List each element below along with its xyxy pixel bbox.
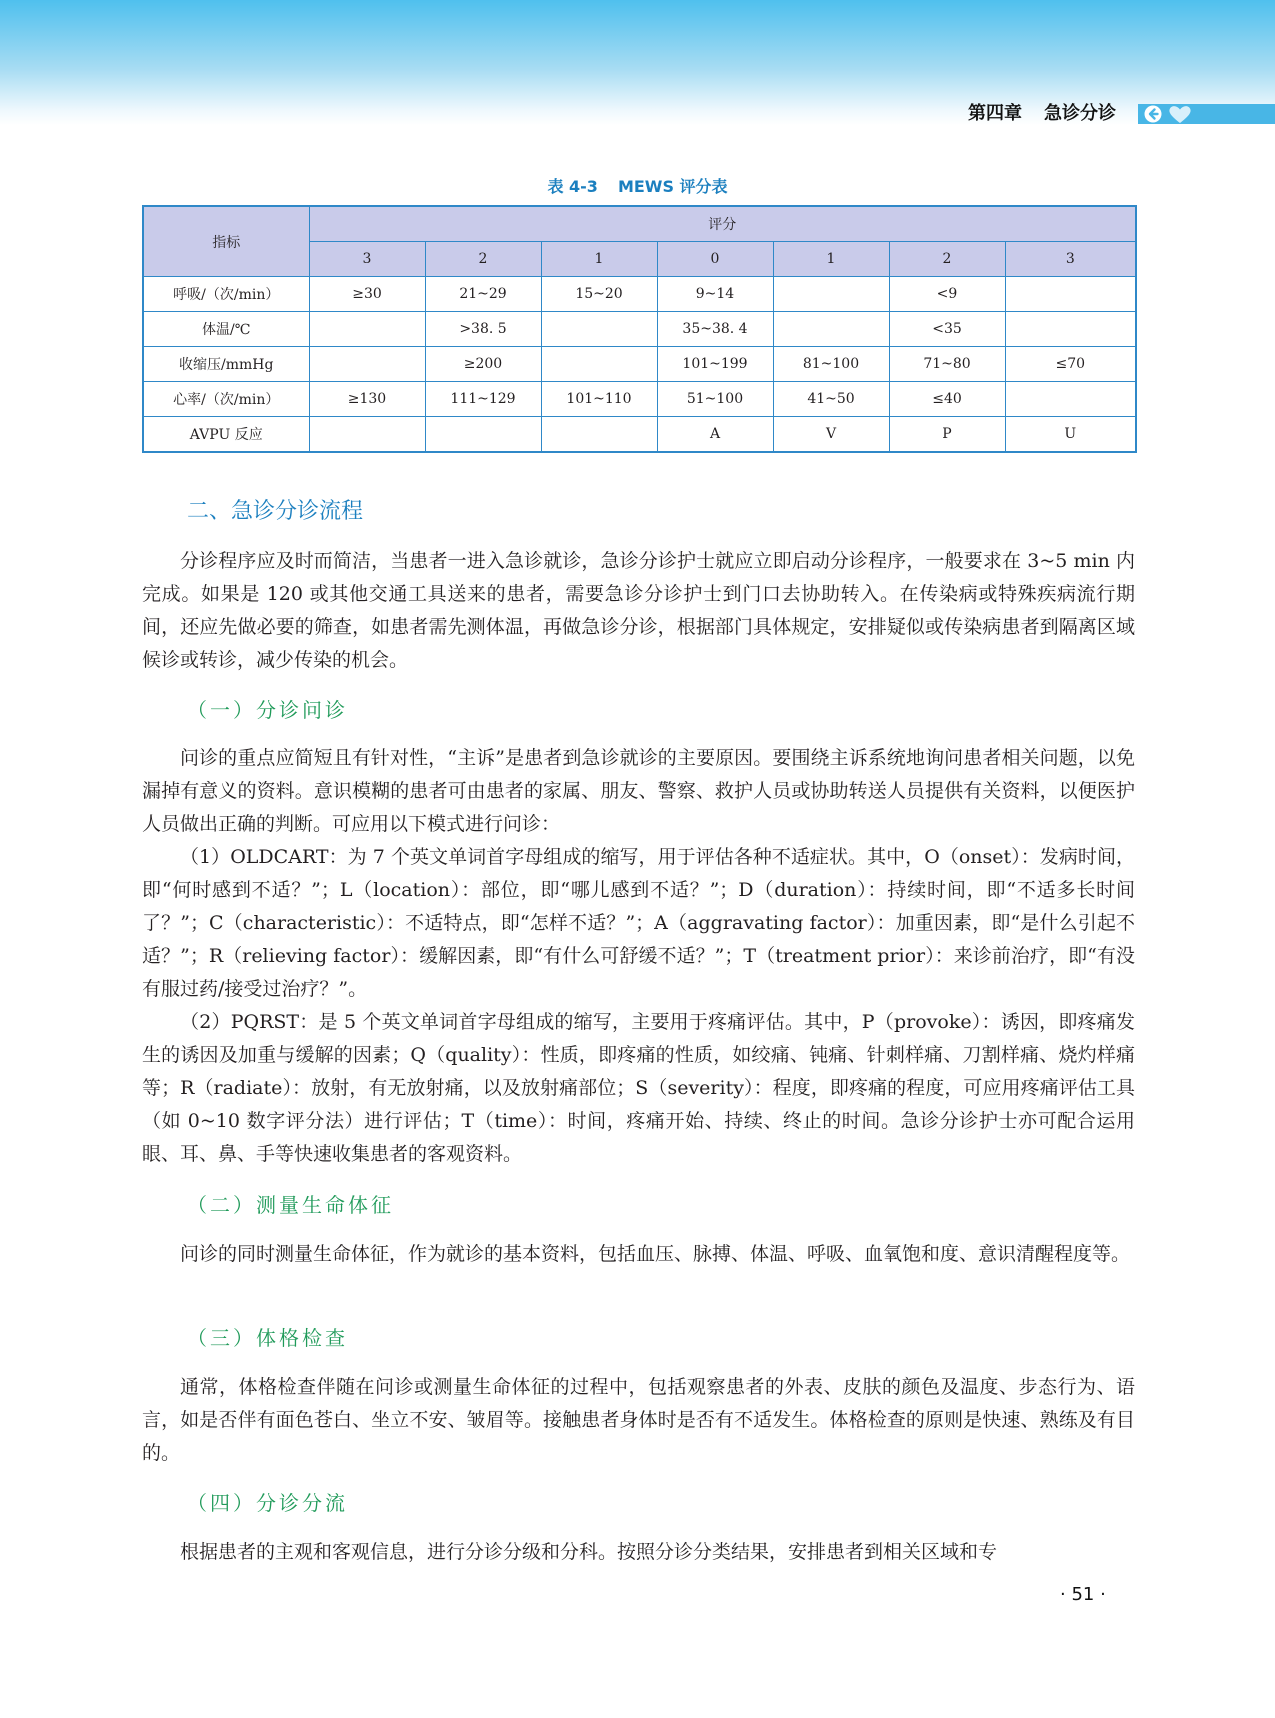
- table-cell: 101~110: [541, 382, 657, 417]
- table-caption: [0, 174, 1275, 197]
- table-cell: ≤40: [889, 382, 1005, 417]
- table-cell: A: [657, 417, 773, 453]
- inquiry-paragraph: 问诊的重点应简短且有针对性，“主诉”是患者到急诊就诊的主要原因。要围绕主诉系统地询问患者相关问题，以免漏掉有意义的资料。意识模糊的患者可由患者的家属、朋友、警察、救护人员或协助转送人员提供有关资料，以便医护人员做出正确的判断。可应用以下模式进行问诊：: [142, 747, 1135, 835]
- table-cell: ≤70: [1005, 347, 1136, 382]
- score-col-header: 3: [309, 242, 425, 277]
- table-cell: 35~38. 4: [657, 312, 773, 347]
- table-cell: [1005, 312, 1136, 347]
- table-cell: [309, 347, 425, 382]
- header-indicator: 指标: [143, 206, 309, 277]
- table-cell: 81~100: [773, 347, 889, 382]
- table-row: [143, 347, 1136, 382]
- intro-paragraph: 分诊程序应及时而简洁，当患者一进入急诊就诊，急诊分诊护士就应立即启动分诊程序，一般要求在 3~5 min 内完成。如果是 120 或其他交通工具送来的患者，需要急诊分诊护士到门口去协助转入。在传染病或特殊疾病流行期间，还应先做必要的筛查，如患者需先测体温，再做急诊分诊，根据部门具体规定，安排疑似或传染病患者到隔离区域候诊或转诊，减少传染的机会。: [142, 550, 1135, 671]
- table-cell: [541, 312, 657, 347]
- oldcart-paragraph: （1）OLDCART：为 7 个英文单词首字母组成的缩写，用于评估各种不适症状。其中，O（onset）：发病时间，即“何时感到不适？”；L（location）：部位，即“哪儿感到不适？”；D（duration）：持续时间，即“不适多长时间了？”；C（characteristic）：不适特点，即“怎样不适？”；A（aggravating factor）：加重因素，即“是什么引起不适？”；R（relieving factor）：缓解因素，即“有什么可舒缓不适？”；T（treatment prior）：来诊前治疗，即“有没有服过药/接受过治疗？”。: [142, 846, 1135, 1000]
- subsection-title-exam: （三）体格检查: [187, 1326, 348, 1350]
- section-title: 二、急诊分诊流程: [187, 499, 364, 524]
- triage-paragraph: 根据患者的主观和客观信息，进行分诊分级和分科。按照分诊分类结果，安排患者到相关区域和专: [180, 1541, 998, 1563]
- table-cell: 41~50: [773, 382, 889, 417]
- subsection-title-triage: （四）分诊分流: [187, 1491, 348, 1515]
- heart-icon: [1167, 104, 1193, 124]
- table-cell: [309, 417, 425, 453]
- subsection-title-inquiry: （一）分诊问诊: [187, 698, 348, 722]
- table-row: [143, 312, 1136, 347]
- table-row: [143, 277, 1136, 312]
- table-row: [143, 382, 1136, 417]
- table-cell: ≥130: [309, 382, 425, 417]
- score-col-header: 2: [425, 242, 541, 277]
- header-score: 评分: [309, 206, 1136, 242]
- header-title: 急诊分诊: [1044, 103, 1116, 124]
- back-arrow-icon: [1144, 105, 1162, 123]
- table-cell: V: [773, 417, 889, 453]
- table-cell: ≥30: [309, 277, 425, 312]
- row-label: 心率/（次/min）: [143, 382, 309, 417]
- table-cell: 51~100: [657, 382, 773, 417]
- score-col-header: 1: [541, 242, 657, 277]
- table-caption-title: MEWS 评分表: [617, 177, 728, 196]
- table-cell: <9: [889, 277, 1005, 312]
- table-cell: >38. 5: [425, 312, 541, 347]
- header-chapter: 第四章: [968, 103, 1022, 124]
- subsection-title-vitals: （二）测量生命体征: [187, 1193, 394, 1217]
- table-cell: [309, 312, 425, 347]
- table-cell: 101~199: [657, 347, 773, 382]
- table-cell: [541, 417, 657, 453]
- table-cell: [1005, 277, 1136, 312]
- exam-paragraph: 通常，体格检查伴随在问诊或测量生命体征的过程中，包括观察患者的外表、皮肤的颜色及温度、步态行为、语言，如是否伴有面色苍白、坐立不安、皱眉等。接触患者身体时是否有不适发生。体格检查的原则是快速、熟练及有目的。: [142, 1376, 1135, 1464]
- score-col-header: 0: [657, 242, 773, 277]
- score-col-header: 1: [773, 242, 889, 277]
- table-cell: <35: [889, 312, 1005, 347]
- table-cell: [773, 312, 889, 347]
- table-cell: [773, 277, 889, 312]
- table-row: [143, 417, 1136, 453]
- row-label: AVPU 反应: [143, 417, 309, 453]
- score-col-header: 2: [889, 242, 1005, 277]
- row-label: 收缩压/mmHg: [143, 347, 309, 382]
- page-number: · 51 ·: [1060, 1584, 1106, 1605]
- running-header: [968, 99, 1116, 129]
- table-cell: 9~14: [657, 277, 773, 312]
- table-cell: [541, 347, 657, 382]
- pqrst-paragraph: （2）PQRST：是 5 个英文单词首字母组成的缩写，主要用于疼痛评估。其中，P（provoke）：诱因，即疼痛发生的诱因及加重与缓解的因素；Q（quality）：性质，即疼痛的性质，如绞痛、钝痛、针刺样痛、刀割样痛、烧灼样痛等；R（radiate）：放射，有无放射痛，以及放射痛部位；S（severity）：程度，即疼痛的程度，可应用疼痛评估工具（如 0~10 数字评分法）进行评估；T（time）：时间，疼痛开始、持续、终止的时间。急诊分诊护士亦可配合运用眼、耳、鼻、手等快速收集患者的客观资料。: [142, 1011, 1135, 1165]
- mews-score-table: [142, 205, 1137, 453]
- table-cell: [425, 417, 541, 453]
- table-cell: U: [1005, 417, 1136, 453]
- table-cell: ≥200: [425, 347, 541, 382]
- vitals-paragraph: 问诊的同时测量生命体征，作为就诊的基本资料，包括血压、脉搏、体温、呼吸、血氧饱和度、意识清醒程度等。: [180, 1243, 1131, 1265]
- table-cell: [1005, 382, 1136, 417]
- row-label: 呼吸/（次/min）: [143, 277, 309, 312]
- table-cell: 71~80: [889, 347, 1005, 382]
- table-caption-number: 表 4-3: [547, 177, 598, 196]
- table-cell: P: [889, 417, 1005, 453]
- table-cell: 15~20: [541, 277, 657, 312]
- table-cell: 111~129: [425, 382, 541, 417]
- score-col-header: 3: [1005, 242, 1136, 277]
- row-label: 体温/℃: [143, 312, 309, 347]
- table-cell: 21~29: [425, 277, 541, 312]
